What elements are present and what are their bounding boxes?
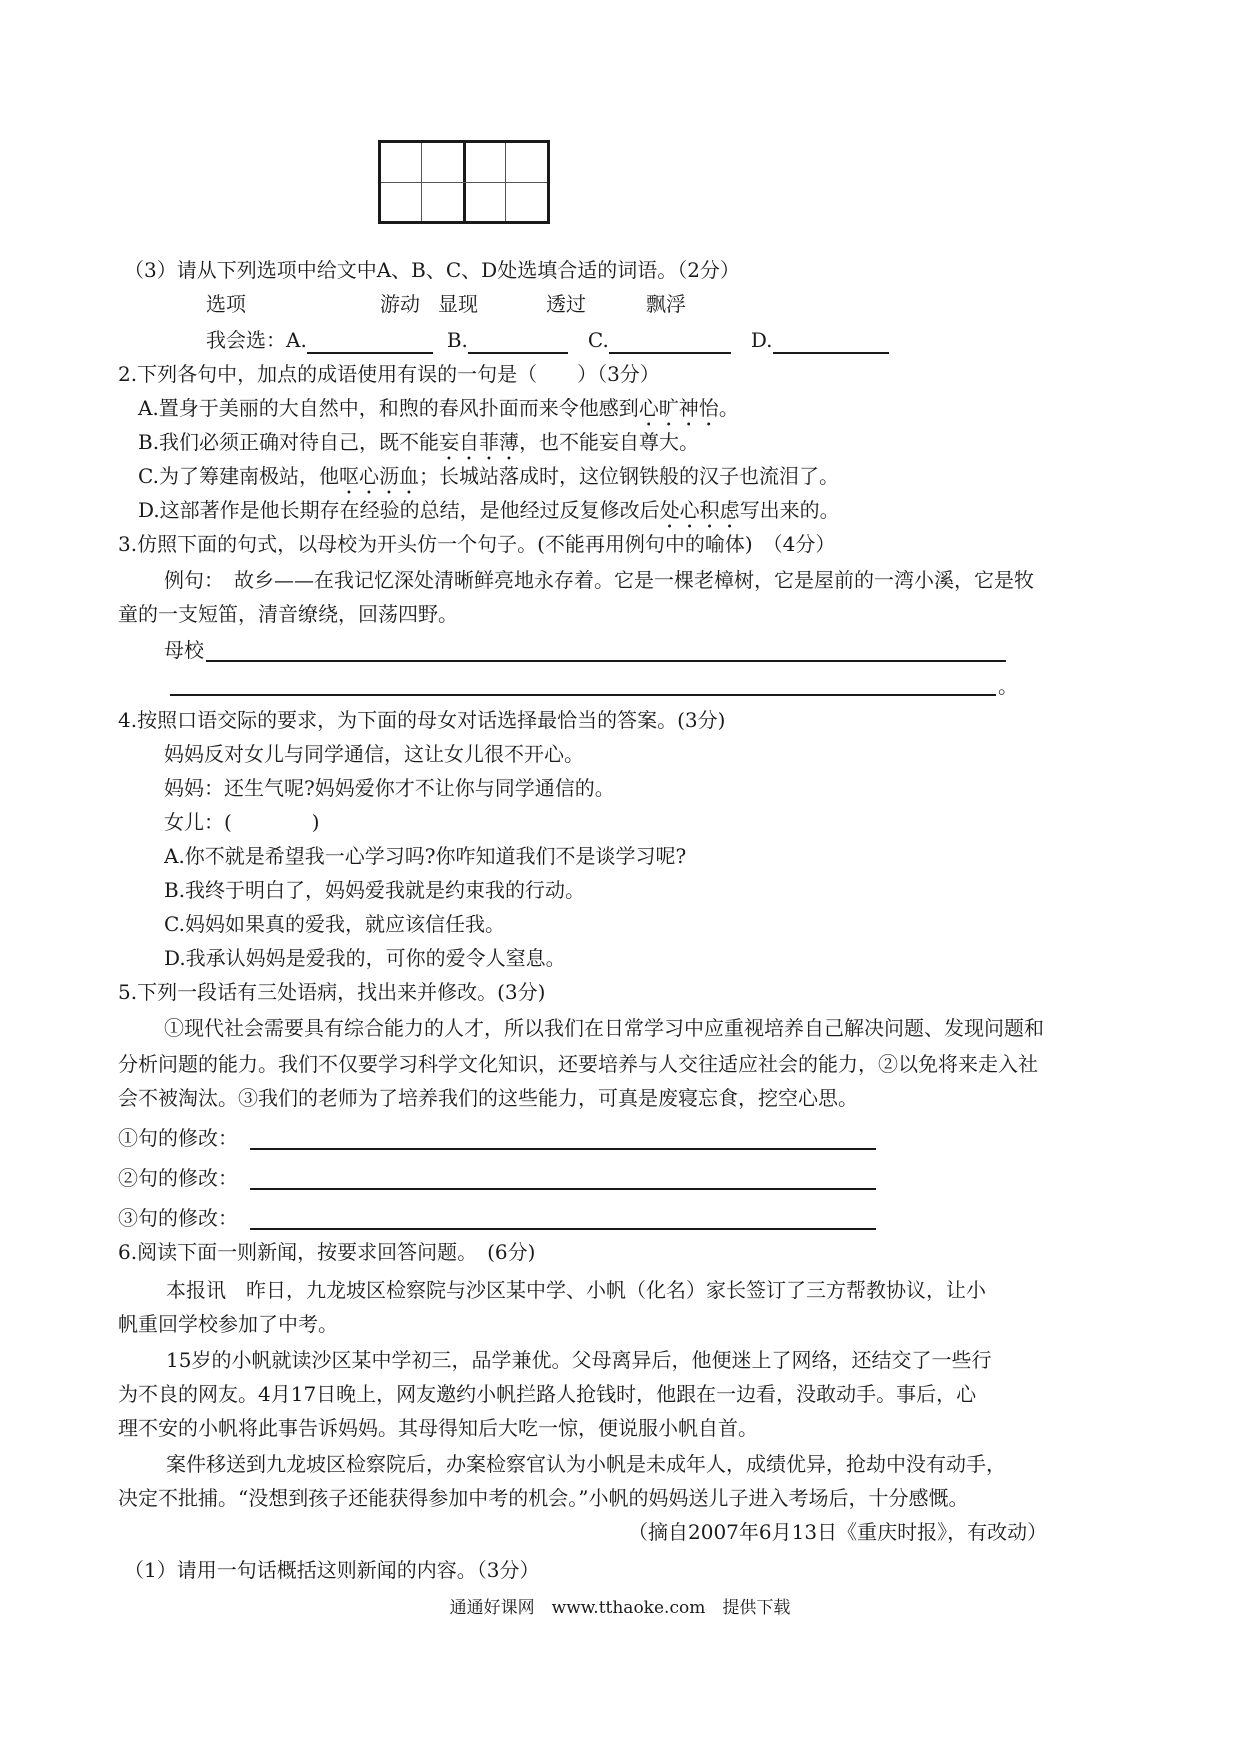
q3-answer-line[interactable]: [206, 660, 1006, 662]
q3-end-mark: 。: [998, 674, 1018, 698]
news-source: （摘自2007年6月13日《重庆时报》，有改动）: [628, 1520, 1048, 1544]
dotted-idiom: 妄自菲薄: [439, 430, 520, 454]
fix-label: ②句的修改：: [118, 1166, 238, 1190]
dotted-idiom: 处心积虑: [659, 498, 740, 522]
answer-blank-c[interactable]: [609, 330, 731, 354]
q4-line: 妈妈反对女儿与同学通信，这让女儿很不开心。: [164, 742, 584, 766]
q3-stem: 3.仿照下面的句式，以母校为开头仿一个句子。(不能再用例句中的喻体) （4分）: [118, 532, 836, 556]
option-word: 飘浮: [646, 292, 686, 316]
blank-label: D.: [750, 328, 773, 352]
news-line: 决定不批捕。“没想到孩子还能获得参加中考的机会。”小帆的妈妈送儿子进入考场后，十分感慨。: [118, 1486, 969, 1510]
fix-answer-line[interactable]: [250, 1188, 876, 1190]
q2-option-a: A.置身于美丽的大自然中，和煦的春风扑面而来令他感到心旷神怡。: [138, 396, 739, 420]
news-line: 理不安的小帆将此事告诉妈妈。其母得知后大吃一惊，便说服小帆自首。: [118, 1416, 758, 1440]
fix-answer-line[interactable]: [250, 1148, 876, 1150]
answer-blank-d[interactable]: [773, 330, 889, 354]
q6-part1-stem: （1）请用一句话概括这则新闻的内容。（3分）: [124, 1558, 540, 1582]
news-line: 为不良的网友。4月17日晚上，网友邀约小帆拦路人抢钱时，他跟在一边看，没敢动手。事后，心: [118, 1382, 977, 1406]
news-line: 帆重回学校参加了中考。: [118, 1312, 338, 1336]
q4-option-c: C.妈妈如果真的爱我，就应该信任我。: [164, 912, 505, 936]
q4-option-b: B.我终于明白了，妈妈爱我就是约束我的行动。: [164, 878, 586, 902]
news-line: 本报讯 昨日，九龙坡区检察院与沙区某中学、小帆（化名）家长签订了三方帮教协议，让小: [166, 1278, 986, 1302]
choose-label: 我会选：: [206, 328, 286, 352]
writing-grid: [378, 140, 550, 224]
page-footer: 通通好课网 www.tthaoke.com 提供下载: [449, 1598, 791, 1618]
blank-label: A.: [286, 328, 307, 352]
q2-stem: 2.下列各句中，加点的成语使用有误的一句是（ ）（3分）: [118, 362, 660, 386]
q5-para-line: 分析问题的能力。我们不仅要学习科学文化知识，还要培养与人交往适应社会的能力，②以免将来走入社: [118, 1052, 1038, 1076]
q6-stem: 6.阅读下面一则新闻，按要求回答问题。 (6分): [118, 1240, 536, 1264]
blank-label: B.: [446, 328, 468, 352]
q5-stem: 5.下列一段话有三处语病，找出来并修改。(3分): [118, 980, 546, 1004]
answer-blank-a[interactable]: [307, 330, 433, 354]
grid-line: [381, 182, 547, 183]
q3-example-line: 例句： 故乡——在我记忆深处清晰鲜亮地永存着。它是一棵老樟树，它是屋前的一湾小溪，它是牧: [164, 568, 1034, 592]
option-word: 显现: [438, 292, 478, 316]
blank-label: C.: [587, 328, 609, 352]
q2-option-b: B.我们必须正确对待自己，既不能妄自菲薄，也不能妄自尊大。: [138, 430, 700, 454]
q5-para-line: ①现代社会需要具有综合能力的人才，所以我们在日常学习中应重视培养自己解决问题、发现问题和: [164, 1016, 1044, 1040]
dotted-idiom: 呕心沥血: [338, 464, 419, 488]
dotted-idiom: 心旷神怡: [638, 396, 719, 420]
news-line: 15岁的小帆就读沙区某中学初三，品学兼优。父母离异后，他便迷上了网络，还结交了一些行: [166, 1348, 992, 1372]
answer-blank-b[interactable]: [468, 330, 568, 354]
q2-option-c: C.为了筹建南极站，他呕心沥血；长城站落成时，这位钢铁般的汉子也流泪了。: [138, 464, 839, 488]
option-word: 透过: [546, 292, 586, 316]
q4-line: 妈妈：还生气呢?妈妈爱你才不让你与同学通信的。: [164, 776, 615, 800]
fix-answer-line[interactable]: [250, 1228, 876, 1230]
q4-option-a: A.你不就是希望我一心学习吗?你咋知道我们不是谈学习呢?: [164, 844, 687, 868]
q1-part3-stem: （3）请从下列选项中给文中A、B、C、D处选填合适的词语。（2分）: [124, 258, 740, 282]
q3-answer-label: 母校: [164, 638, 204, 662]
q5-para-line: 会不被淘汰。③我们的老师为了培养我们的这些能力，可真是废寝忘食，挖空心思。: [118, 1086, 858, 1110]
news-line: 案件移送到九龙坡区检察院后，办案检察官认为小帆是未成年人，成绩优异，抢劫中没有动手，: [166, 1452, 1006, 1476]
q3-example-line: 童的一支短笛，清音缭绕，回荡四野。: [118, 602, 458, 626]
option-word: 游动: [380, 292, 420, 316]
answer-row: [206, 326, 889, 354]
q2-option-d: D.这部著作是他长期存在经验的总结，是他经过反复修改后处心积虑写出来的。: [138, 498, 840, 522]
q4-option-d: D.我承认妈妈是爱我的，可你的爱令人窒息。: [164, 946, 566, 970]
fix-label: ③句的修改：: [118, 1206, 238, 1230]
q3-answer-line[interactable]: [170, 694, 996, 696]
fix-label: ①句的修改：: [118, 1126, 238, 1150]
options-label: 选项: [206, 292, 246, 316]
q4-stem: 4.按照口语交际的要求，为下面的母女对话选择最恰当的答案。(3分): [118, 708, 726, 732]
q4-line: 女儿：( ): [164, 810, 320, 834]
